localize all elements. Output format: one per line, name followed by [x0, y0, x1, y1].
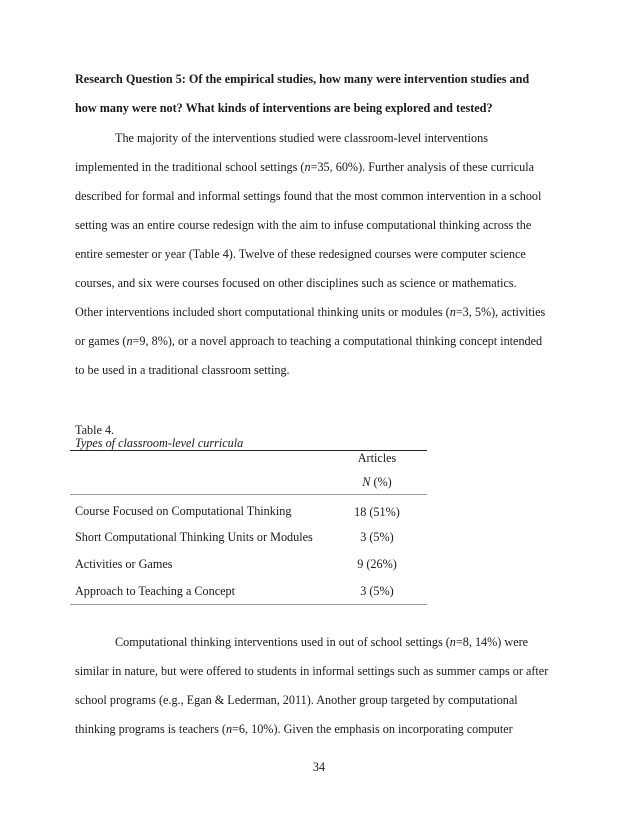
- paragraph-1-line-6: courses, and six were courses focused on other disciplines such as science or mathematics.: [75, 276, 517, 290]
- page-number: 34: [312, 760, 326, 774]
- paragraph-1-line-4: setting was an entire course redesign with the aim to infuse computational thinking across the: [75, 218, 532, 232]
- table-row-value: 9 (26%): [357, 557, 397, 571]
- table-column-header-articles: Articles: [357, 451, 397, 465]
- research-question-heading-line-2: how many were not? What kinds of interventions are being explored and tested?: [75, 101, 493, 115]
- table-bottom-rule: [70, 604, 427, 605]
- table-row-value: 3 (5%): [360, 530, 394, 544]
- table-row-label: Course Focused on Computational Thinking: [75, 504, 292, 518]
- table-row-value: 18 (51%): [354, 505, 400, 519]
- table-row-value: 3 (5%): [360, 584, 394, 598]
- research-question-heading-line-1: Research Question 5: Of the empirical studies, how many were intervention studies and: [75, 72, 530, 86]
- paragraph-2-line-4: thinking programs is teachers (n=6, 10%). Given the emphasis on incorporating computer: [75, 722, 513, 736]
- table-column-header-n-percent: N (%): [362, 475, 392, 489]
- paragraph-1-line-9: to be used in a traditional classroom setting.: [75, 363, 290, 377]
- paragraph-1-line-1: The majority of the interventions studied were classroom-level interventions: [115, 131, 488, 145]
- table-label: Table 4.: [75, 423, 115, 437]
- table-row-label: Short Computational Thinking Units or Modules: [75, 530, 313, 544]
- paragraph-2-line-2: similar in nature, but were offered to students in informal settings such as summer camps or after: [75, 664, 549, 678]
- table-row-label: Activities or Games: [75, 557, 173, 571]
- paragraph-1-line-8: or games (n=9, 8%), or a novel approach to teaching a computational thinking concept intended: [75, 334, 543, 348]
- table-row-label: Approach to Teaching a Concept: [75, 584, 236, 598]
- paragraph-1-line-2: implemented in the traditional school settings (n=35, 60%). Further analysis of these curricula: [75, 160, 535, 174]
- paragraph-1-line-7: Other interventions included short computational thinking units or modules (n=3, 5%), activities: [75, 305, 546, 319]
- table-header-rule: [70, 494, 427, 495]
- paragraph-2-line-3: school programs (e.g., Egan & Lederman, 2011). Another group targeted by computational: [75, 693, 518, 707]
- table-title: Types of classroom-level curricula: [75, 436, 244, 450]
- paragraph-1-line-5: entire semester or year (Table 4). Twelve of these redesigned courses were computer science: [75, 247, 526, 261]
- paragraph-2-line-1: Computational thinking interventions used in out of school settings (n=8, 14%) were: [115, 635, 529, 649]
- paragraph-1-line-3: described for formal and informal settings found that the most common intervention in a school: [75, 189, 542, 203]
